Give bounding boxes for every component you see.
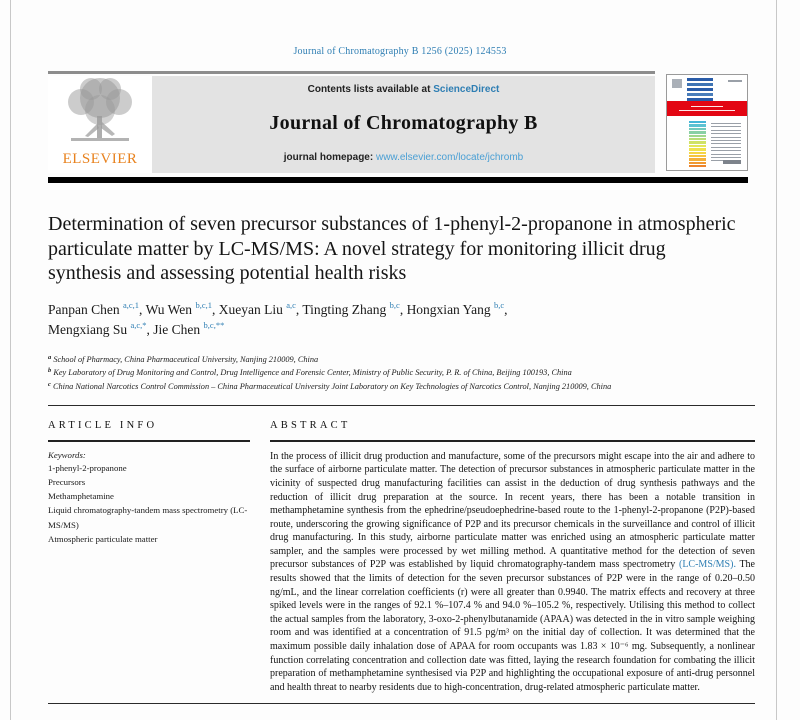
keyword-item: Precursors: [48, 476, 86, 487]
cover-publisher-mark-icon: [672, 79, 682, 88]
keywords-label: Keywords:: [48, 449, 86, 460]
cover-contents-lines: [711, 123, 741, 164]
contents-line: [308, 84, 500, 95]
abstract-text: In the process of illicit drug production and manufacture, some of the precursors might escape into the air and adhere to the surface of airborne particulate matter. The detection of precursor substances in atmospheric particulate matter in the vicinity of suspected drug manufacturing facilities can assist in the deduction of drug synthesis pathways and the reduction of illicit drug preparation at the source. In recent years, there has been a notable transition in methamphetamine synthesis from the ephedrine/pseudoephedrine-based route to the 1-phenyl-2-propanone (P2P)-based route, underscoring the growing significance of P2P and its precursor chemicals in the surveillance and control of illicit drug manufacturing. In this study, airborne particulate matter was enriched using an atmospheric particulate matter sampler, and the samples were processed by wet milling method. A quantitative method for the detection of seven precursor substances of P2P was established by liquid chromatography-tandem mass spectrometry (LC-MS/MS). The results showed that the limits of detection for the seven precursor substances of P2P were in the range of 0.20–0.50 ng/mL, and the linear correlation coefficients (r) were all greater than 0.9940. The matrix effects and recovery at three spiked levels were in the ranges of 92.1 %–107.4 % and 94.0 %–105.2 %, respectively. Utilising this method to collect the actual samples from the laboratory, 3-oxo-2-phenylbutanamide (APAA) was detected in the in vitro sample weighing room and was identified at a concentration of 91.5 pg/m³ on the initial day of collection. It was determined that the maximum possible daily inhalation dose of APAA for room occupants was 1.83 × 10⁻⁶ mg. Subsequently, a nonlinear function correlating concentration and collection date was fitted, laying the research foundation for combating the illicit preparation of methamphetamine synthesised via P2P and highlighting the occupational exposure of anti-drug personnel and health threat to nearby residents due to high-concentration, drug-related atmospheric particulate matter.: [270, 450, 755, 693]
sciencedirect-link[interactable]: ScienceDirect: [433, 84, 500, 95]
keyword-item: Liquid chromatography-tandem mass spectrometry (LC-MS/MS): [48, 505, 248, 530]
abstract-column: [270, 420, 755, 694]
elsevier-wordmark: ELSEVIER: [62, 151, 138, 167]
section-top-rule: [48, 405, 755, 406]
article-info-rule: [48, 440, 250, 442]
affiliation: $^b$ Key Laboratory of Drug Monitoring and Control, Drug Intelligence and Forensic Center, Ministry of Public Security, P. R. of China, Beijing 100193, China: [48, 367, 572, 378]
author-affil-sup-link[interactable]: b,c: [389, 299, 400, 310]
cover-color-stripes: [689, 121, 706, 168]
author-affil-sup-link[interactable]: b,c: [493, 299, 505, 310]
affiliation: $^a$ School of Pharmacy, China Pharmaceutical University, Nanjing 210009, China: [48, 353, 319, 364]
contents-prefix: Contents lists available at: [307, 84, 434, 95]
info-abstract-columns: [48, 420, 755, 694]
homepage-prefix: journal homepage:: [283, 152, 376, 163]
article-info-column: [48, 420, 253, 694]
author: Panpan Chen $^{a,c,1}$,: [48, 299, 146, 317]
author-list: [48, 299, 748, 340]
author-affil-sup-link[interactable]: a,c,*: [130, 320, 147, 331]
page-left-edge: [10, 0, 11, 720]
author-affil-sup-link[interactable]: a,c: [286, 299, 296, 310]
author-affil-sup-link[interactable]: b,c,**: [203, 320, 225, 331]
lcmsms-link[interactable]: (LC-MS/MS).: [678, 559, 736, 571]
journal-citation-link[interactable]: Journal of Chromatography B 1256 (2025) 124553: [293, 46, 507, 57]
homepage-url-link[interactable]: www.elsevier.com/locate/jchromb: [375, 152, 524, 163]
keywords-list: [48, 461, 253, 547]
author: Mengxiang Su $^{a,c,*}$,: [48, 320, 154, 338]
article-info-heading: ARTICLE INFO: [48, 420, 158, 432]
homepage-line: [284, 152, 524, 163]
author: Tingting Zhang $^{b,c}$,: [302, 299, 407, 317]
author: Jie Chen $^{b,c,**}$: [153, 320, 225, 338]
journal-banner: [152, 76, 655, 173]
elsevier-tree-icon: [57, 76, 143, 150]
banner-bottom-rule: [48, 177, 748, 183]
page-right-edge: [776, 0, 777, 720]
author: Xueyan Liu $^{a,c}$,: [218, 299, 303, 317]
keyword-item: Methamphetamine: [48, 491, 114, 502]
author: Wu Wen $^{b,c,1}$,: [145, 299, 219, 317]
author: Hongxian Yang $^{b,c}$,: [406, 299, 508, 317]
cover-red-band: [667, 101, 747, 116]
article-title: Determination of seven precursor substances of 1-phenyl-2-propanone in atmospheric particulate matter by LC-MS/MS: A novel strategy for monitoring illicit drug synthesis and assessing potential health risks: [48, 213, 736, 285]
author-affil-sup-link[interactable]: a,c,1: [123, 299, 140, 310]
elsevier-logo[interactable]: [48, 76, 152, 173]
keyword-item: Atmospheric particulate matter: [48, 533, 158, 544]
abstract-rule: [270, 440, 755, 442]
banner-top-rule: [48, 71, 655, 74]
journal-cover-thumbnail[interactable]: [666, 74, 748, 171]
author-affil-sup-link[interactable]: b,c,1: [195, 299, 212, 310]
affiliation: $^c$ China National Narcotics Control Commission – China Pharmaceutical University Joint Laboratory on Key Technologies of Narcotics Control, Nanjing 210009, China: [48, 380, 612, 391]
journal-title: Journal of Chromatography B: [269, 112, 538, 134]
cover-issue-text: [728, 80, 742, 82]
cover-barcode-mark: [723, 160, 741, 164]
article-content: [48, 212, 755, 694]
keyword-item: 1-phenyl-2-propanone: [48, 462, 127, 473]
abstract-heading: ABSTRACT: [270, 420, 351, 432]
affiliation-list: [48, 353, 755, 393]
abstract-bottom-rule: [48, 703, 755, 704]
